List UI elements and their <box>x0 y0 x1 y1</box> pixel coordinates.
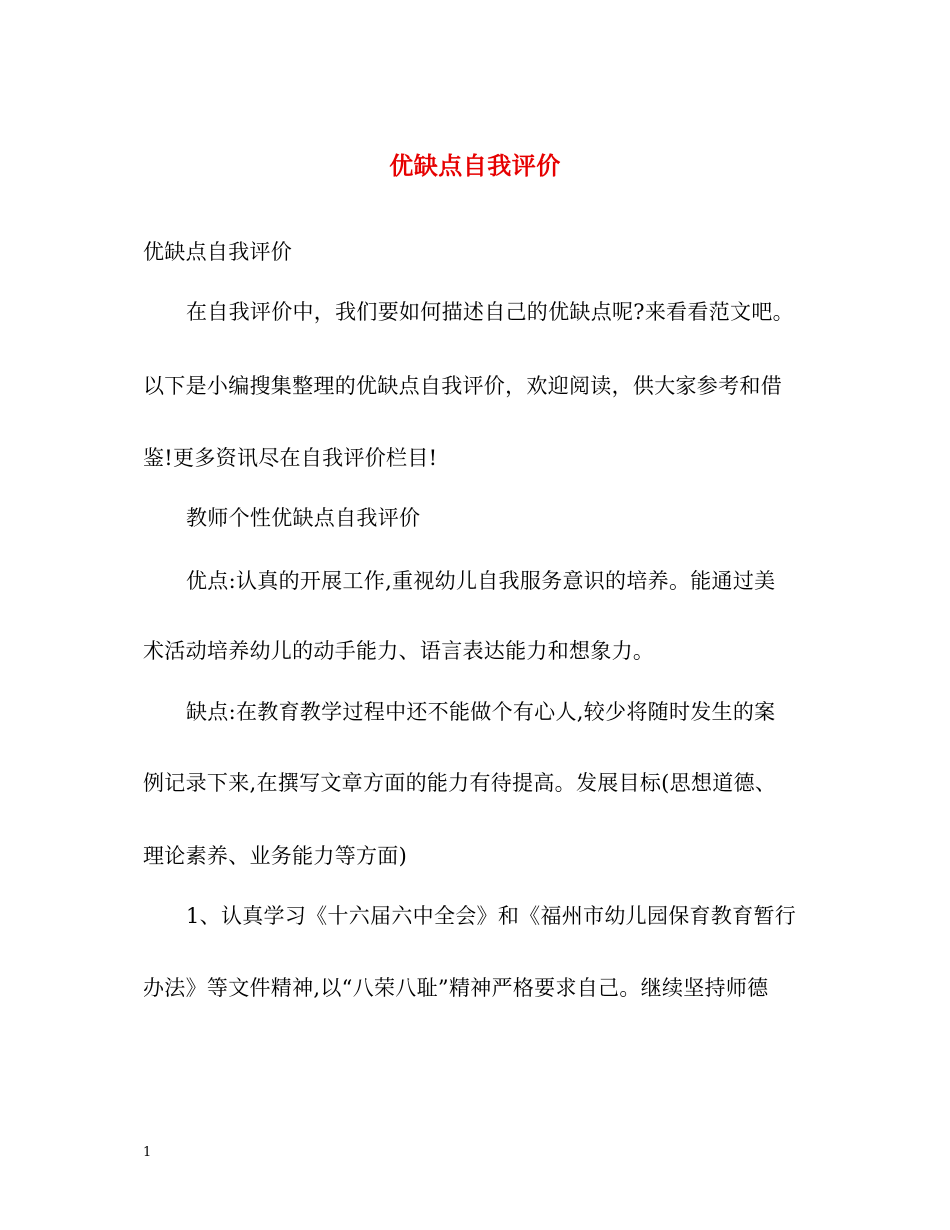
body-line: 1、认真学习《十六届六中全会》和《福州市幼儿园保育教育暂行 <box>186 904 797 928</box>
body-line: 鉴!更多资讯尽在自我评价栏目! <box>143 446 438 470</box>
body-line: 以下是小编搜集整理的优缺点自我评价，欢迎阅读，供大家参考和借 <box>143 374 782 398</box>
document-title: 优缺点自我评价 <box>389 151 561 180</box>
body-line-heading: 优缺点自我评价 <box>143 240 293 264</box>
body-line: 例记录下来,在撰写文章方面的能力有待提高。发展目标(思想道德、 <box>143 771 777 795</box>
body-line: 在自我评价中，我们要如何描述自己的优缺点呢?来看看范文吧。 <box>186 300 794 324</box>
body-line: 术活动培养幼儿的动手能力、语言表达能力和想象力。 <box>143 639 655 663</box>
body-line: 办法》等文件精神,以“八荣八耻”精神严格要求自己。继续坚持师德 <box>143 976 769 1000</box>
page-number: 1 <box>143 1145 152 1160</box>
body-line: 理论素养、业务能力等方面) <box>143 844 408 868</box>
body-line-subheading: 教师个性优缺点自我评价 <box>186 506 421 530</box>
body-line: 优点:认真的开展工作,重视幼儿自我服务意识的培养。能通过美 <box>186 569 776 593</box>
body-line: 缺点:在教育教学过程中还不能做个有心人,较少将随时发生的案 <box>186 700 776 724</box>
